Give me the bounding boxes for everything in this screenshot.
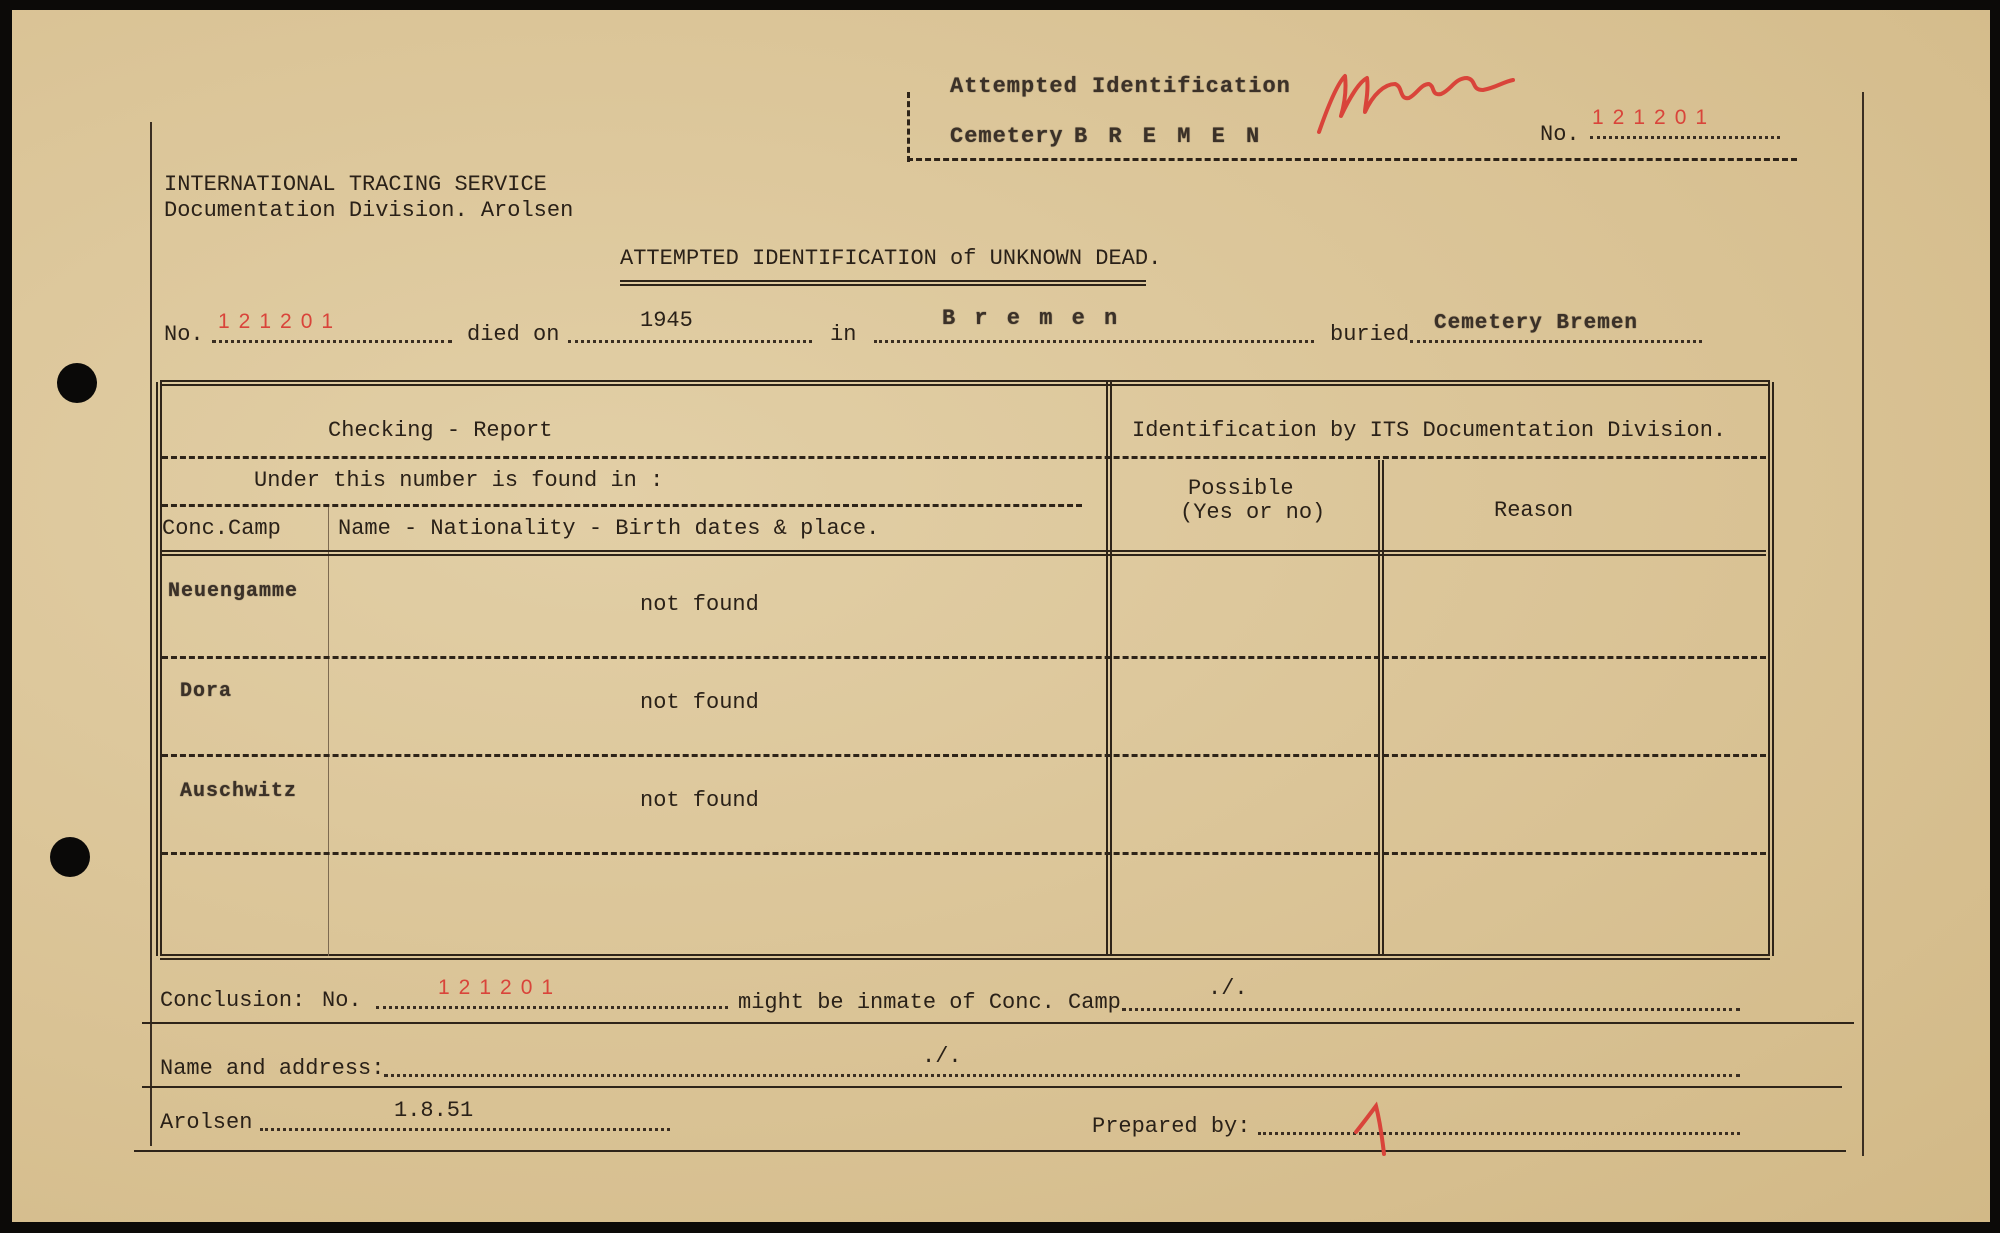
frame-right-line [1862,92,1864,1156]
footer-place: Arolsen [160,1110,253,1135]
cemetery-city: B R E M E N [1074,124,1264,149]
row-2-result: not found [640,690,759,715]
header-box-bottom-rule [907,158,1797,161]
in-dots [874,340,1314,343]
col-possible-line2: (Yes or no) [1180,500,1326,525]
under-number-label: Under this number is found in : [254,468,664,493]
name-address-rule [142,1086,1842,1088]
footer-date-dots [260,1128,670,1131]
table-bottom-rule [160,954,1770,960]
header-no-value: 121201 [1592,106,1717,129]
conclusion-no-label: No. [322,988,362,1013]
annotation-text [1322,72,1370,95]
might-be-inmate-label: might be inmate of Conc. Camp [738,990,1121,1015]
burial-place: Cemetery Bremen [1434,312,1639,335]
subheader-divider [162,504,1082,507]
conclusion-no-value: 121201 [438,976,563,999]
died-on-dots [568,340,812,343]
row-3-divider [162,852,1766,855]
died-on-label: died on [467,322,560,347]
header-no-label: No. [1540,122,1580,147]
row-1-divider [162,656,1766,659]
header-box-left-rule [907,92,910,162]
name-address-label: Name and address: [160,1056,385,1081]
footer-date: 1.8.51 [394,1098,474,1123]
preparer-initial-mark [1348,1092,1408,1162]
identification-header: Identification by ITS Documentation Division. [1132,418,1727,443]
conclusion-camp-dots [1122,1008,1740,1011]
name-address-value: ./. [922,1044,962,1069]
record-no-dots [212,340,452,343]
org-name: INTERNATIONAL TRACING SERVICE [164,172,547,197]
handwritten-annotation [1307,54,1537,144]
page-title: ATTEMPTED IDENTIFICATION of UNKNOWN DEAD. [620,246,1162,271]
prepared-by-label: Prepared by: [1092,1114,1251,1139]
row-3-result: not found [640,788,759,813]
header-no-dots [1590,136,1780,139]
checking-report-header: Checking - Report [328,418,553,443]
frame-bottom-line [134,1150,1846,1152]
table-possible-rule [1378,460,1384,956]
frame-left-line [150,122,152,1146]
table-middle-rule [1106,382,1112,956]
col-reason: Reason [1494,498,1574,523]
died-on-value: 1945 [640,308,693,333]
buried-label: buried [1330,322,1410,347]
table-top-rule [160,380,1770,386]
buried-dots [1410,340,1702,343]
in-label: in [830,322,857,347]
header-divider [162,456,1766,459]
conclusion-rule [142,1022,1854,1024]
conclusion-label: Conclusion: [160,988,306,1013]
record-card [12,10,1990,1222]
column-header-rule [162,550,1766,556]
preparer-initial-text [1362,1108,1374,1131]
row-1-camp: Neuengamme [168,580,299,603]
row-2-camp: Dora [180,680,233,703]
conclusion-no-dots [376,1006,728,1009]
col-possible-line1: Possible [1188,476,1294,501]
punch-hole-bottom [50,837,90,877]
table-right-rule [1768,382,1774,956]
row-1-result: not found [640,592,759,617]
record-no-label: No. [164,322,204,347]
table-left-rule [156,382,162,956]
col-conc-camp: Conc.Camp [162,516,281,541]
place-of-death: B r e m e n [942,306,1121,331]
title-underline [620,280,1146,286]
row-3-camp: Auschwitz [180,780,298,803]
punch-hole-top [57,363,97,403]
org-division: Documentation Division. Arolsen [164,198,574,223]
row-2-divider [162,754,1766,757]
table-camp-rule [328,504,329,956]
col-name-nationality: Name - Nationality - Birth dates & place. [338,516,880,541]
prepared-by-dots [1258,1132,1740,1135]
name-address-dots [384,1074,1740,1077]
conclusion-camp-value: ./. [1208,976,1248,1001]
record-no-value: 121201 [218,310,343,333]
cemetery-label: Cemetery [950,124,1064,149]
attempted-identification-label: Attempted Identification [950,74,1291,99]
